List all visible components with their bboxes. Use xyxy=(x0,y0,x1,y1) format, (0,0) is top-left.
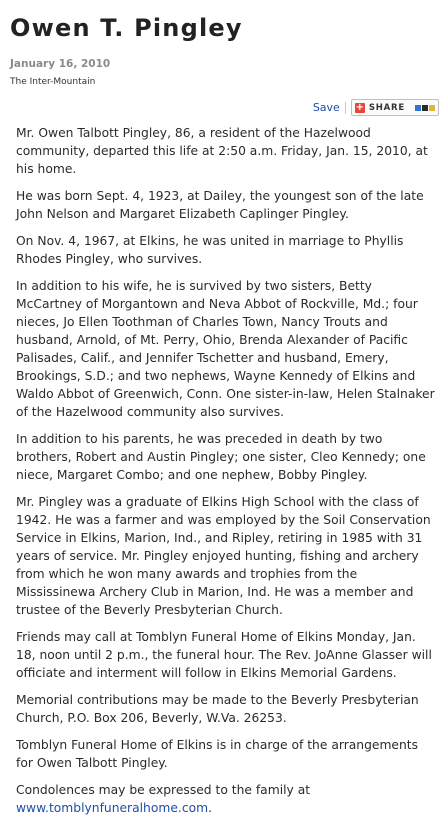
article-paragraph: Friends may call at Tomblyn Funeral Home of Elkins Monday, Jan. 18, noon until 2 p.m., the funeral hour. The Rev. JoAnne Glasser will officiate and interment will follow in Elkins Memorial Gardens. xyxy=(16,630,432,680)
facebook-icon xyxy=(429,105,435,111)
condolences-end: . xyxy=(208,801,213,815)
digg-icon xyxy=(422,105,428,111)
article-paragraph: Tomblyn Funeral Home of Elkins is in charge of the arrangements for Owen Talbott Pingley. xyxy=(16,738,419,770)
article-paragraph: In addition to his wife, he is survived by two sisters, Betty McCartney of Morgantown and Neva Abbot of Rockville, Md.; four nieces, Jo Ellen Toothman of Charles Town, Nancy Trouts and husband, Arnold, of Mt. Perry, Ohio, Brenda Alexander of Pacific Palisades, Calif., and Jennifer Tschetter and husband, Emery, Brookings, S.D.; and two nephews, Wayne Kennedy of Elkins and Waldo Abbot of Greenwich, Conn. One sister-in-law, Helen Stalnaker of the Hazelwood community also survives. xyxy=(16,279,435,419)
share-toolbar xyxy=(313,99,439,116)
plus-icon: + xyxy=(355,101,365,113)
share-button[interactable] xyxy=(351,99,439,116)
article-paragraph: Mr. Owen Talbott Pingley, 86, a resident of the Hazelwood community, departed this life at 2:50 a.m. Friday, Jan. 15, 2010, at his home. xyxy=(16,126,428,176)
funeral-home-link[interactable]: www.tomblynfuneralhome.com xyxy=(16,801,209,815)
save-link[interactable]: Save xyxy=(312,101,340,114)
article-source: The Inter-Mountain xyxy=(10,77,96,87)
article-date: January 16, 2010 xyxy=(10,58,111,70)
article-paragraph: Mr. Pingley was a graduate of Elkins High School with the class of 1942. He was a farmer and was employed by the Soil Conservation Service in Elkins, Marion, Ind., and Ripley, retiring in 1985 with 31 years of service. Mr. Pingley enjoyed hunting, fishing and archery from which he won many awards and trophies from the Mississinewa Archery Club in Marion, Ind. He was a member and trustee of the Beverly Presbyterian Church. xyxy=(16,495,431,617)
share-service-icons xyxy=(415,105,435,111)
share-label: SHARE xyxy=(368,102,405,113)
page-title: Owen T. Pingley xyxy=(10,14,243,42)
toolbar-divider xyxy=(345,102,346,114)
article-paragraph: He was born Sept. 4, 1923, at Dailey, the youngest son of the late John Nelson and Margaret Elizabeth Caplinger Pingley. xyxy=(16,189,424,221)
article-body xyxy=(16,124,437,826)
article-paragraph: Memorial contributions may be made to the Beverly Presbyterian Church, P.O. Box 206, Beverly, W.Va. 26253. xyxy=(16,693,419,725)
condolences-text: Condolences may be expressed to the family at xyxy=(16,783,311,797)
delicious-icon xyxy=(415,105,421,111)
article-paragraph: On Nov. 4, 1967, at Elkins, he was united in marriage to Phyllis Rhodes Pingley, who survives. xyxy=(16,234,404,266)
article-paragraph: In addition to his parents, he was preceded in death by two brothers, Robert and Austin Pingley; one sister, Cleo Kennedy; one niece, Margaret Combo; and one nephew, Bobby Pingley. xyxy=(16,432,426,482)
condolences-paragraph xyxy=(16,781,437,817)
